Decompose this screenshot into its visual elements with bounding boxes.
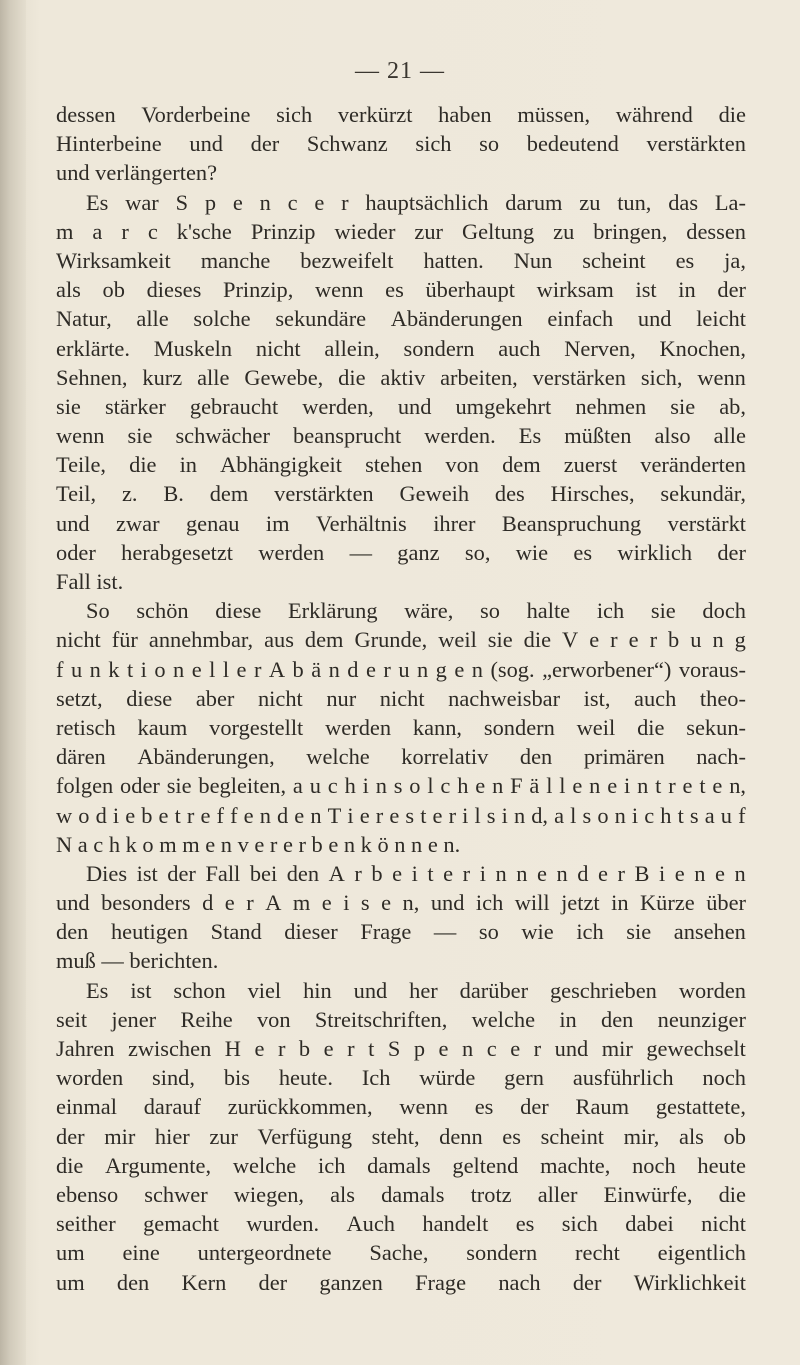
text-line: Fall ist. <box>56 569 124 594</box>
text-line: der mir hier zur Verfügung steht, denn es scheint mir, als ob <box>56 1123 746 1149</box>
text-line: seither gemacht wurden. Auch handelt es sich dabei nicht <box>56 1211 746 1237</box>
text-line: ebenso schwer wiegen, als damals trotz aller Einwürfe, die <box>56 1181 746 1207</box>
text-line: retisch kaum vorgestellt werden kann, sondern weil die sekun- <box>56 714 746 740</box>
text-line: f u n k t i o n e l l e r A b ä n d e r u n g e n (sog. „erworbener“) voraus- <box>56 656 746 682</box>
text-line: Hinterbeine und der Schwanz sich so bedeutend verstärkten <box>56 131 746 157</box>
text-line: um eine untergeordnete Sache, sondern recht eigentlich <box>56 1240 746 1266</box>
text-line: und zwar genau im Verhältnis ihrer Beanspruchung verstärkt <box>56 510 746 536</box>
text-line: Es war S p e n c e r hauptsächlich darum zu tun, das La- <box>86 189 746 215</box>
text-line: und verlängerten? <box>56 160 218 186</box>
text-line: einmal darauf zurückkommen, wenn es der Raum gestattete, <box>56 1094 746 1120</box>
text-line: Sehnen, kurz alle Gewebe, die aktiv arbeiten, verstärken sich, wenn <box>56 364 746 390</box>
text-line: sie stärker gebraucht werden, und umgekehrt nehmen sie ab, <box>56 393 746 419</box>
text-line: als ob dieses Prinzip, wenn es überhaupt wirksam ist in der <box>56 277 746 303</box>
text-line: worden sind, bis heute. Ich würde gern ausführlich noch <box>56 1065 746 1091</box>
text-line: setzt, diese aber nicht nur nicht nachweisbar ist, auch theo- <box>56 685 746 711</box>
text-line: Teil, z. B. dem verstärkten Geweih des Hirsches, sekundär, <box>56 481 746 507</box>
text-line: Dies ist der Fall bei den A r b e i t e r i n n e n d e r B i e n e n <box>86 860 746 886</box>
text-line: Es ist schon viel hin und her darüber geschrieben worden <box>86 977 746 1003</box>
page-number: — 21 — <box>355 58 445 84</box>
text-line: den heutigen Stand dieser Frage — so wie ich sie ansehen <box>56 919 746 945</box>
body-text <box>56 100 746 1297</box>
text-line: oder herabgesetzt werden — ganz so, wie es wirklich der <box>56 539 746 565</box>
text-line: So schön diese Erklärung wäre, so halte ich sie doch <box>86 598 746 624</box>
text-line: Wirksamkeit manche bezweifelt hatten. Nun scheint es ja, <box>56 247 746 273</box>
text-line: Natur, alle solche sekundäre Abänderungen einfach und leicht <box>56 306 746 332</box>
text-line: m a r c k'sche Prinzip wieder zur Geltung zu bringen, dessen <box>56 218 746 244</box>
text-line: w o d i e b e t r e f f e n d e n T i e r e s t e r i l s i n d, a l s o n i c h t s a u f <box>56 802 746 828</box>
text-line: muß — berichten. <box>56 948 219 974</box>
text-line: erklärte. Muskeln nicht allein, sondern auch Nerven, Knochen, <box>56 335 746 361</box>
text-line: und besonders d e r A m e i s e n, und ich will jetzt in Kürze über <box>56 890 746 916</box>
text-line: seit jener Reihe von Streitschriften, welche in den neunziger <box>56 1006 746 1032</box>
text-line: wenn sie schwächer beansprucht werden. Es müßten also alle <box>56 423 746 449</box>
text-line: die Argumente, welche ich damals geltend machte, noch heute <box>56 1152 746 1178</box>
text-line: N a c h k o m m e n v e r e r b e n k ö n n e n. <box>56 831 461 857</box>
text-line: dären Abänderungen, welche korrelativ den primären nach- <box>56 744 746 770</box>
text-line: nicht für annehmbar, aus dem Grunde, weil sie die V e r e r b u n g <box>56 627 746 653</box>
text-line: Jahren zwischen H e r b e r t S p e n c e r und mir gewechselt <box>56 1036 746 1061</box>
text-line: dessen Vorderbeine sich verkürzt haben müssen, während die <box>56 102 746 127</box>
text-line: um den Kern der ganzen Frage nach der Wirklichkeit <box>56 1269 746 1295</box>
text-line: Teile, die in Abhängigkeit stehen von dem zuerst veränderten <box>56 452 746 478</box>
page-gutter-shadow <box>0 0 26 1365</box>
text-line: folgen oder sie begleiten, a u c h i n s o l c h e n F ä l l e n e i n t r e t e n, <box>56 773 746 799</box>
